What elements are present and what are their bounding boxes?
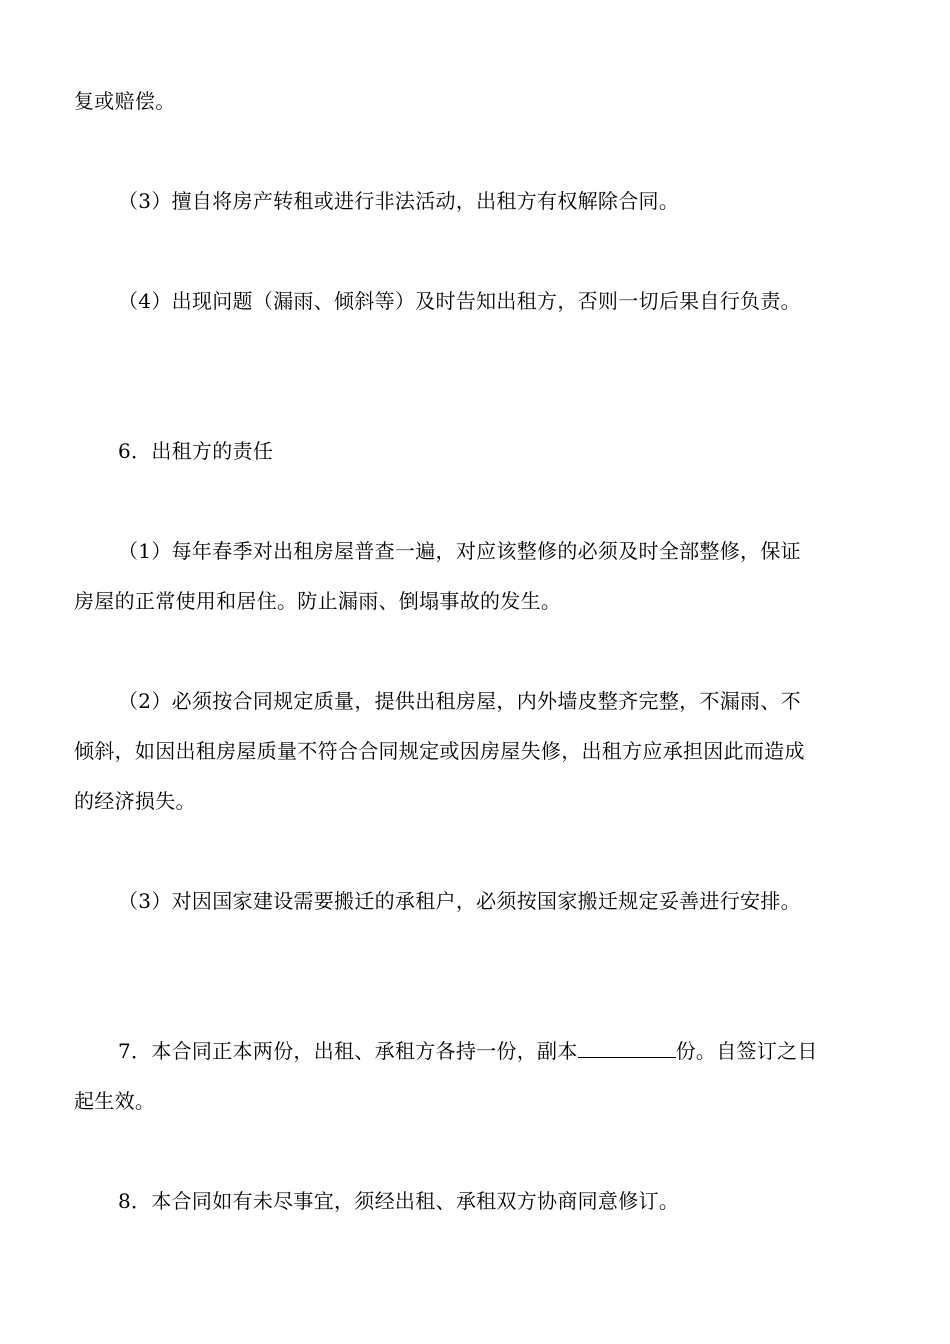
text-line: 房屋的正常使用和居住。防止漏雨、倒塌事故的发生。 [74,589,562,613]
text-line: 的经济损失。 [74,789,196,813]
text-line: （3）对因国家建设需要搬迁的承租户，必须按国家搬迁规定妥善进行安排。 [118,889,801,913]
text-line: （4）出现问题（漏雨、倾斜等）及时告知出租方，否则一切后果自行负责。 [118,289,801,313]
text-line: 8．本合同如有未尽事宜，须经出租、承租双方协商同意修订。 [118,1189,680,1213]
section-heading: 6．出租方的责任 [118,439,274,463]
text-line [118,1039,878,1063]
copies-blank-field [578,1039,676,1058]
text-line: 复或赔偿。 [74,89,176,113]
clause-7-text-end: 份。自签订之日 [675,1039,818,1063]
text-line: 倾斜，如因出租房屋质量不符合合同规定或因房屋失修，出租方应承担因此而造成 [74,739,805,763]
text-line: （3）擅自将房产转租或进行非法活动，出租方有权解除合同。 [118,189,680,213]
text-line: （2）必须按合同规定质量，提供出租房屋，内外墙皮整齐完整，不漏雨、不 [118,689,801,713]
clause-7-text: 7．本合同正本两份，出租、承租方各持一份，副本 [118,1039,578,1063]
text-line: 起生效。 [74,1089,156,1113]
text-line: （1）每年春季对出租房屋普查一遍，对应该整修的必须及时全部整修，保证 [118,539,801,563]
